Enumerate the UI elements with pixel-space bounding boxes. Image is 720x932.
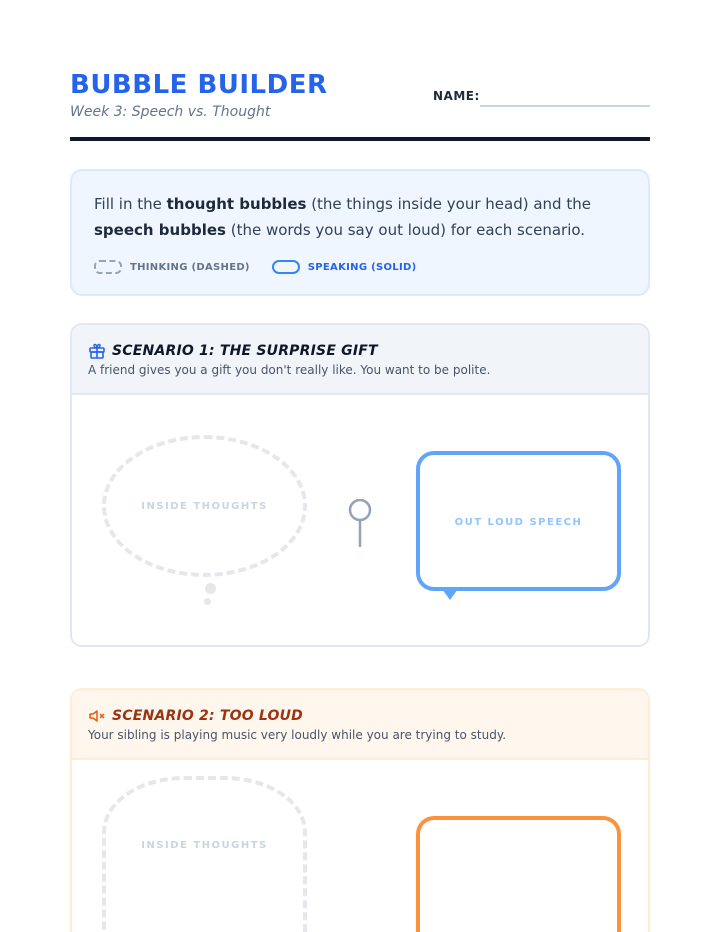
speech-bubble[interactable] [416, 816, 621, 932]
thought-bubble[interactable] [102, 435, 307, 577]
header-divider [70, 137, 650, 141]
worksheet-title: BUBBLE BUILDER [70, 70, 328, 100]
scenario-header [72, 690, 648, 760]
worksheet-header [70, 70, 650, 142]
scenario-header [72, 325, 648, 395]
scenario-description: A friend gives you a gift you don't really like. You want to be polite. [88, 363, 491, 377]
speech-bubble-tail [442, 589, 458, 600]
scenario-title: SCENARIO 2: TOO LOUD [112, 708, 303, 724]
instructions-box [70, 169, 650, 296]
scenario-description: Your sibling is playing music very loudly while you are trying to study. [88, 728, 507, 742]
bubble-legend [94, 259, 416, 275]
name-field[interactable] [480, 105, 650, 107]
thought-puff [205, 583, 216, 594]
scenario-title: SCENARIO 1: THE SURPRISE GIFT [112, 343, 378, 359]
worksheet-subtitle: Week 3: Speech vs. Thought [70, 104, 271, 120]
instructions-text: Fill in the thought bubbles (the things inside your head) and the speech bubbles (the words you say out loud) for each scenario. [94, 195, 591, 239]
thought-puff [204, 598, 211, 605]
scenario-card-1 [70, 323, 650, 647]
person-icon [348, 499, 372, 549]
thought-bubble-label: INSIDE THOUGHTS [141, 840, 268, 851]
thought-bubble[interactable] [102, 776, 307, 932]
scenario-card-2 [70, 688, 650, 932]
speaker-mute-icon [88, 707, 106, 725]
name-label: NAME: [433, 89, 480, 103]
legend-thinking: THINKING (DASHED) [130, 261, 250, 273]
gift-icon [88, 342, 106, 360]
speech-bubble-label: OUT LOUD SPEECH [454, 517, 583, 528]
solid-bubble-swatch [272, 260, 300, 274]
thought-bubble-label: INSIDE THOUGHTS [141, 501, 268, 512]
legend-speaking: SPEAKING (SOLID) [307, 261, 417, 273]
speech-bubble[interactable] [416, 451, 621, 591]
dashed-bubble-swatch [94, 260, 122, 274]
